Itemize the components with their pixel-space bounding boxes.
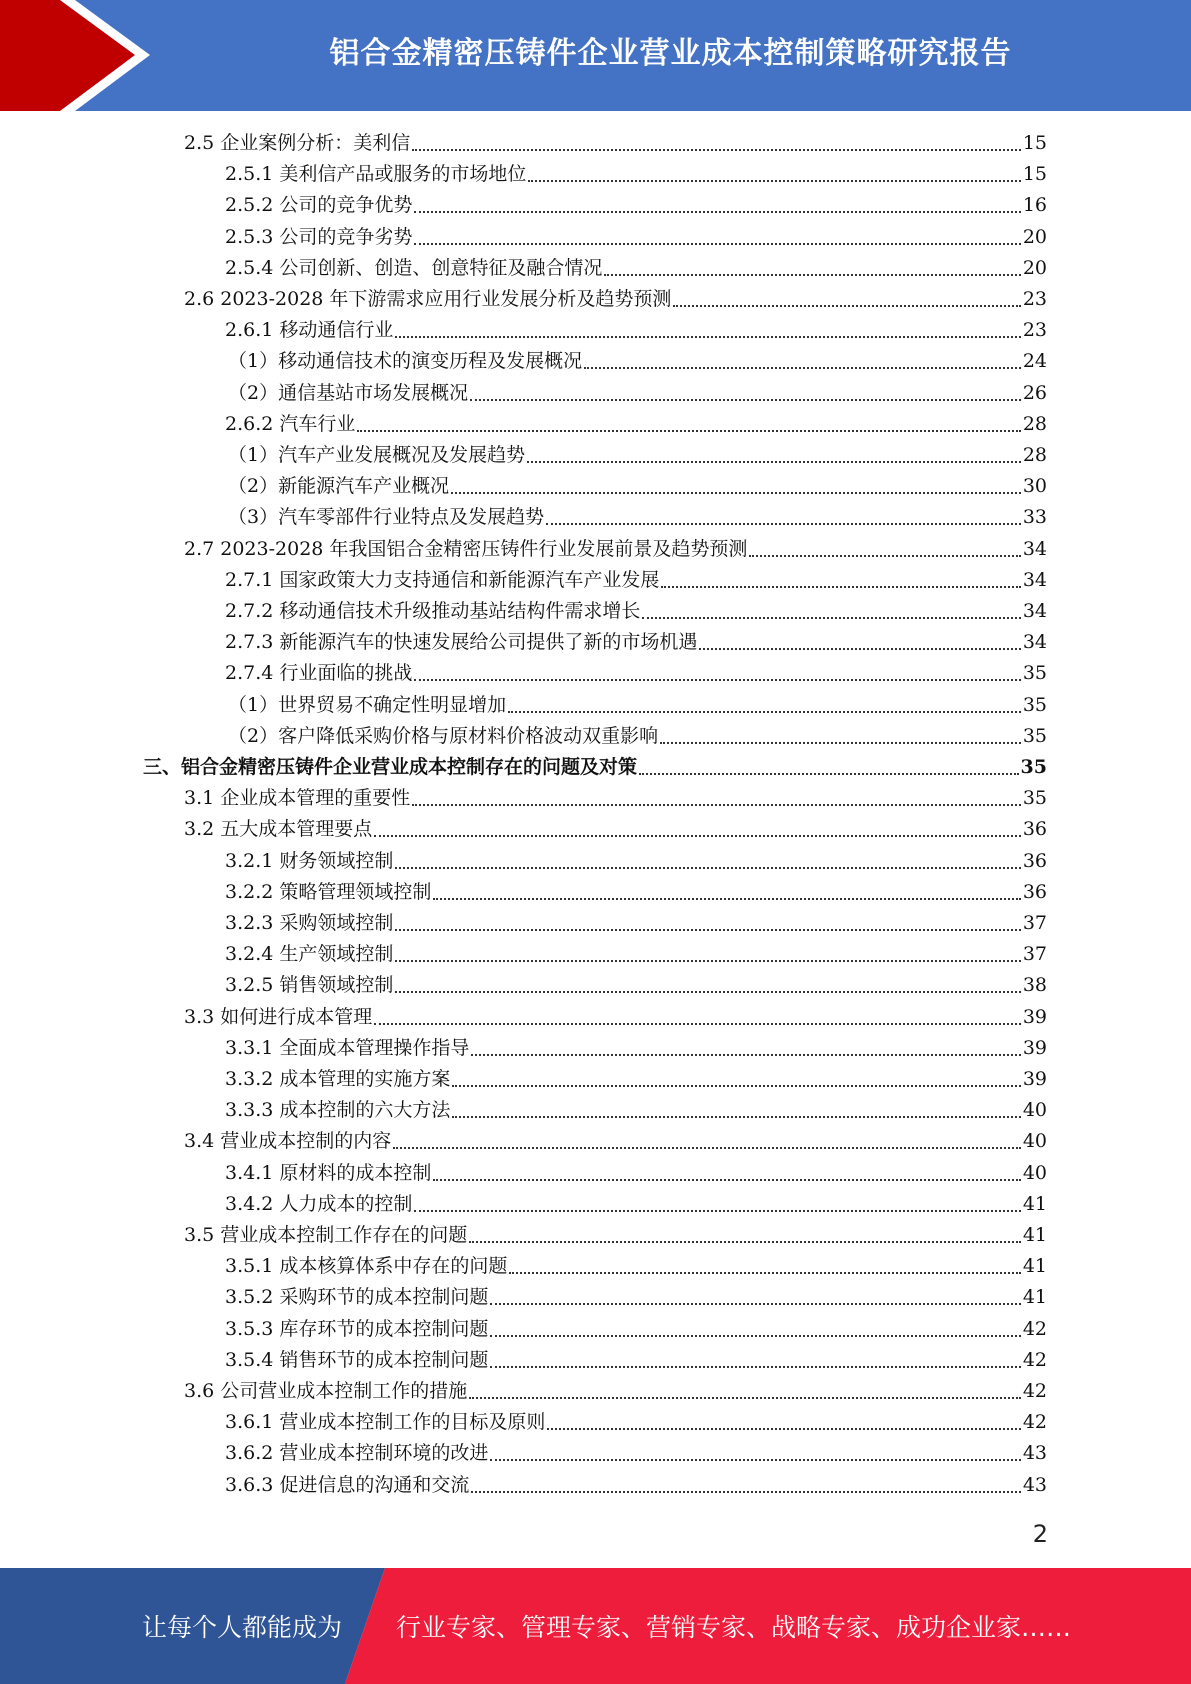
toc-dot-leader: [374, 835, 1021, 837]
toc-dot-leader: [699, 648, 1020, 650]
toc-dot-leader: [357, 430, 1020, 432]
toc-entry-title: （1）汽车产业发展概况及发展趋势: [228, 444, 526, 466]
toc-dot-leader: [471, 1491, 1020, 1493]
toc-entry-page: 20: [1022, 225, 1047, 248]
toc-entry-page: 15: [1022, 163, 1047, 186]
toc-entry-title: 2.7.2 移动通信技术升级推动基站结构件需求增长: [225, 600, 641, 622]
toc-entry-title: 3.4.1 原材料的成本控制: [225, 1161, 432, 1184]
toc-dot-leader: [673, 305, 1020, 307]
footer-slogan-left: 让每个人都能成为: [142, 1613, 343, 1642]
toc-entry-page: 43: [1022, 1473, 1047, 1496]
toc-entry-title: 三、铝合金精密压铸件企业营业成本控制存在的问题及对策: [143, 756, 638, 778]
toc-entry-title: 3.5.4 销售环节的成本控制问题: [225, 1348, 489, 1371]
toc-dot-leader: [661, 586, 1020, 588]
toc-dot-leader: [604, 274, 1020, 276]
toc-entry[interactable]: [225, 315, 1047, 346]
toc-entry[interactable]: [225, 1470, 1047, 1501]
toc-entry[interactable]: [228, 721, 1047, 752]
toc-entry[interactable]: [228, 440, 1047, 471]
report-title: 铝合金精密压铸件企业营业成本控制策略研究报告: [329, 36, 1012, 71]
toc-entry-page: 38: [1022, 974, 1047, 997]
toc-entry-page: 35: [1022, 787, 1047, 810]
toc-entry-page: 39: [1022, 1036, 1047, 1059]
toc-dot-leader: [451, 492, 1021, 494]
toc-dot-leader: [470, 399, 1021, 401]
toc-entry[interactable]: [225, 596, 1047, 627]
toc-entry[interactable]: [228, 346, 1047, 377]
toc-dot-leader: [527, 461, 1021, 463]
toc-entry-title: 3.2.5 销售领域控制: [225, 974, 394, 997]
toc-entry[interactable]: [225, 1407, 1047, 1438]
toc-entry-page: 42: [1022, 1317, 1047, 1340]
toc-entry[interactable]: [184, 783, 1047, 814]
toc-entry-title: 3.5.3 库存环节的成本控制问题: [225, 1317, 489, 1340]
toc-entry[interactable]: [225, 1064, 1047, 1095]
toc-entry-page: 40: [1022, 1130, 1047, 1153]
toc-entry[interactable]: [228, 690, 1047, 721]
toc-entry-title: 3.3 如何进行成本管理: [184, 1005, 373, 1028]
toc-entry-page: 42: [1022, 1380, 1047, 1402]
toc-entry-title: （2）通信基站市场发展概况: [228, 381, 469, 404]
toc-entry-title: 3.4 营业成本控制的内容: [184, 1130, 392, 1153]
toc-entry-page: 15: [1022, 132, 1047, 154]
toc-entry[interactable]: [225, 409, 1047, 440]
toc-entry-title: 3.3.2 成本管理的实施方案: [225, 1068, 451, 1090]
toc-entry-page: 34: [1022, 631, 1047, 654]
toc-dot-leader: [414, 1210, 1020, 1212]
toc-entry-title: 3.6.1 营业成本控制工作的目标及原则: [225, 1411, 546, 1434]
toc-dot-leader: [584, 367, 1021, 369]
toc-entry-page: 26: [1022, 381, 1047, 404]
page-footer: [0, 1568, 1191, 1684]
toc-entry-page: 33: [1022, 506, 1047, 529]
toc-dot-leader: [452, 1116, 1020, 1118]
toc-dot-leader: [528, 180, 1020, 182]
toc-entry-page: 23: [1022, 319, 1047, 342]
toc-entry[interactable]: [225, 1095, 1047, 1126]
toc-dot-leader: [490, 1303, 1020, 1305]
toc-entry-title: 2.6.1 移动通信行业: [225, 319, 394, 342]
toc-entry-page: 40: [1022, 1099, 1047, 1122]
toc-entry-title: 3.6.3 促进信息的沟通和交流: [225, 1473, 470, 1496]
toc-entry-title: 3.4.2 人力成本的控制: [225, 1192, 413, 1215]
toc-entry-title: （2）新能源汽车产业概况: [228, 475, 450, 498]
toc-dot-leader: [433, 898, 1020, 900]
toc-dot-leader: [490, 1366, 1020, 1368]
toc-entry[interactable]: [184, 1126, 1047, 1157]
footer-slogan-right: 行业专家、管理专家、营销专家、战略专家、成功企业家……: [396, 1613, 1072, 1642]
toc-entry-page: 39: [1022, 1068, 1047, 1090]
toc-entry[interactable]: [184, 128, 1047, 159]
toc-entry[interactable]: [225, 877, 1047, 908]
toc-entry[interactable]: [225, 159, 1047, 190]
toc-entry-title: 3.3.3 成本控制的六大方法: [225, 1099, 451, 1122]
toc-dot-leader: [469, 1397, 1021, 1399]
toc-entry-title: 2.7.3 新能源汽车的快速发展给公司提供了新的市场机遇: [225, 631, 698, 654]
toc-entry[interactable]: [184, 284, 1047, 315]
toc-dot-leader: [374, 1023, 1021, 1025]
toc-entry-page: 43: [1022, 1442, 1047, 1465]
toc-entry-title: 3.6.2 营业成本控制环境的改进: [225, 1442, 489, 1465]
header-arrow-decoration: [0, 0, 160, 111]
toc-dot-leader: [414, 679, 1020, 681]
toc-dot-leader: [546, 523, 1021, 525]
toc-entry-title: 2.7.4 行业面临的挑战: [225, 662, 413, 685]
toc-entry[interactable]: [225, 627, 1047, 658]
toc-entry-title: 3.2 五大成本管理要点: [184, 818, 373, 841]
toc-entry-page: 20: [1022, 256, 1047, 279]
toc-entry-title: （3）汽车零部件行业特点及发展趋势: [228, 506, 545, 529]
toc-entry[interactable]: [143, 752, 1047, 783]
toc-entry-title: 2.6 2023-2028 年下游需求应用行业发展分析及趋势预测: [184, 288, 672, 310]
toc-entry-page: 28: [1022, 444, 1047, 466]
toc-entry[interactable]: [225, 1251, 1047, 1282]
toc-entry[interactable]: [184, 1376, 1047, 1407]
toc-entry[interactable]: [225, 846, 1047, 877]
toc-entry-title: 2.6.2 汽车行业: [225, 412, 356, 435]
toc-entry[interactable]: [225, 1314, 1047, 1345]
toc-entry-title: 2.5 企业案例分析：美利信: [184, 132, 411, 154]
toc-dot-leader: [452, 1085, 1020, 1087]
toc-dot-leader: [490, 1459, 1020, 1461]
toc-entry[interactable]: [225, 1282, 1047, 1313]
toc-dot-leader: [469, 1241, 1021, 1243]
page-number: 2: [1032, 1520, 1048, 1548]
toc-entry-title: 2.7.1 国家政策大力支持通信和新能源汽车产业发展: [225, 568, 660, 591]
toc-entry-page: 24: [1022, 350, 1047, 373]
toc-entry-page: 35: [1022, 693, 1047, 716]
toc-entry-page: 23: [1022, 288, 1047, 310]
toc-entry[interactable]: [225, 1189, 1047, 1220]
toc-entry-title: 2.5.1 美利信产品或服务的市场地位: [225, 163, 527, 186]
toc-dot-leader: [749, 555, 1020, 557]
toc-entry[interactable]: [225, 1345, 1047, 1376]
toc-entry-page: 42: [1022, 1348, 1047, 1371]
toc-dot-leader: [660, 742, 1021, 744]
toc-entry-page: 34: [1022, 600, 1047, 622]
toc-entry-page: 42: [1022, 1411, 1047, 1434]
toc-entry-title: 3.1 企业成本管理的重要性: [184, 787, 411, 810]
toc-entry-title: 3.6 公司营业成本控制工作的措施: [184, 1380, 468, 1402]
toc-entry[interactable]: [184, 1220, 1047, 1251]
toc-entry-page: 39: [1022, 1005, 1047, 1028]
toc-dot-leader: [508, 711, 1021, 713]
toc-dot-leader: [547, 1428, 1020, 1430]
toc-entry-page: 16: [1022, 194, 1047, 217]
toc-entry-page: 40: [1022, 1161, 1047, 1184]
toc-entry-title: 3.2.2 策略管理领域控制: [225, 880, 432, 903]
toc-entry[interactable]: [225, 908, 1047, 939]
toc-entry[interactable]: [184, 534, 1047, 565]
toc-entry[interactable]: [225, 658, 1047, 689]
toc-entry-title: 2.7 2023-2028 年我国铝合金精密压铸件行业发展前景及趋势预测: [184, 537, 748, 560]
page-header: [0, 0, 1191, 111]
toc-entry-title: （1）移动通信技术的演变历程及发展概况: [228, 350, 583, 373]
toc-dot-leader: [395, 991, 1020, 993]
toc-dot-leader: [393, 1147, 1021, 1149]
toc-entry-page: 28: [1022, 412, 1047, 435]
toc-entry-page: 34: [1022, 568, 1047, 591]
toc-entry-page: 36: [1022, 880, 1047, 903]
toc-entry[interactable]: [225, 222, 1047, 253]
toc-dot-leader: [395, 960, 1020, 962]
toc-entry-page: 35: [1022, 724, 1047, 747]
toc-dot-leader: [395, 867, 1020, 869]
toc-entry-page: 30: [1022, 475, 1047, 498]
toc-entry[interactable]: [225, 253, 1047, 284]
toc-entry-title: 3.3.1 全面成本管理操作指导: [225, 1036, 470, 1059]
toc-entry[interactable]: [225, 565, 1047, 596]
toc-entry-title: 2.5.4 公司创新、创造、创意特征及融合情况: [225, 256, 603, 279]
toc-dot-leader: [509, 1272, 1020, 1274]
toc-dot-leader: [395, 336, 1020, 338]
toc-entry[interactable]: [225, 939, 1047, 970]
toc-dot-leader: [433, 1179, 1020, 1181]
toc-entry-title: 3.2.1 财务领域控制: [225, 849, 394, 872]
toc-entry[interactable]: [184, 1002, 1047, 1033]
toc-entry-title: 3.5.1 成本核算体系中存在的问题: [225, 1255, 508, 1278]
toc-entry[interactable]: [225, 190, 1047, 221]
toc-entry-page: 37: [1022, 943, 1047, 966]
toc-entry-page: 41: [1022, 1192, 1047, 1215]
toc-entry[interactable]: [225, 1158, 1047, 1189]
toc-entry[interactable]: [225, 1033, 1047, 1064]
toc-entry[interactable]: [228, 502, 1047, 533]
toc-entry[interactable]: [225, 1438, 1047, 1469]
toc-entry-title: （2）客户降低采购价格与原材料价格波动双重影响: [228, 724, 659, 747]
toc-entry-title: 3.2.4 生产领域控制: [225, 943, 394, 966]
toc-entry-page: 36: [1022, 818, 1047, 841]
toc-entry-page: 37: [1022, 912, 1047, 934]
toc-entry-title: （1）世界贸易不确定性明显增加: [228, 693, 507, 716]
toc-entry-title: 2.5.3 公司的竞争劣势: [225, 225, 413, 248]
toc-entry-title: 3.2.3 采购领域控制: [225, 912, 394, 934]
toc-entry-page: 35: [1022, 662, 1047, 685]
toc-entry[interactable]: [228, 471, 1047, 502]
toc-dot-leader: [471, 1054, 1020, 1056]
toc-entry-title: 3.5.2 采购环节的成本控制问题: [225, 1286, 489, 1309]
toc-dot-leader: [642, 617, 1020, 619]
toc-dot-leader: [414, 243, 1020, 245]
toc-entry[interactable]: [225, 970, 1047, 1001]
toc-entry-page: 41: [1022, 1224, 1047, 1246]
toc-entry-page: 41: [1022, 1255, 1047, 1278]
toc-entry-page: 35: [1020, 756, 1047, 778]
toc-dot-leader: [412, 149, 1021, 151]
toc-entry-page: 36: [1022, 849, 1047, 872]
toc-entry-page: 34: [1022, 537, 1047, 560]
toc-dot-leader: [412, 804, 1021, 806]
toc-entry-title: 3.5 营业成本控制工作存在的问题: [184, 1224, 468, 1246]
toc-dot-leader: [639, 773, 1019, 775]
toc-dot-leader: [395, 929, 1020, 931]
toc-entry-page: 41: [1022, 1286, 1047, 1309]
toc-entry-title: 2.5.2 公司的竞争优势: [225, 194, 413, 217]
toc-entry[interactable]: [184, 814, 1047, 845]
toc-dot-leader: [490, 1335, 1020, 1337]
toc-entry[interactable]: [228, 378, 1047, 409]
toc-dot-leader: [414, 211, 1020, 213]
